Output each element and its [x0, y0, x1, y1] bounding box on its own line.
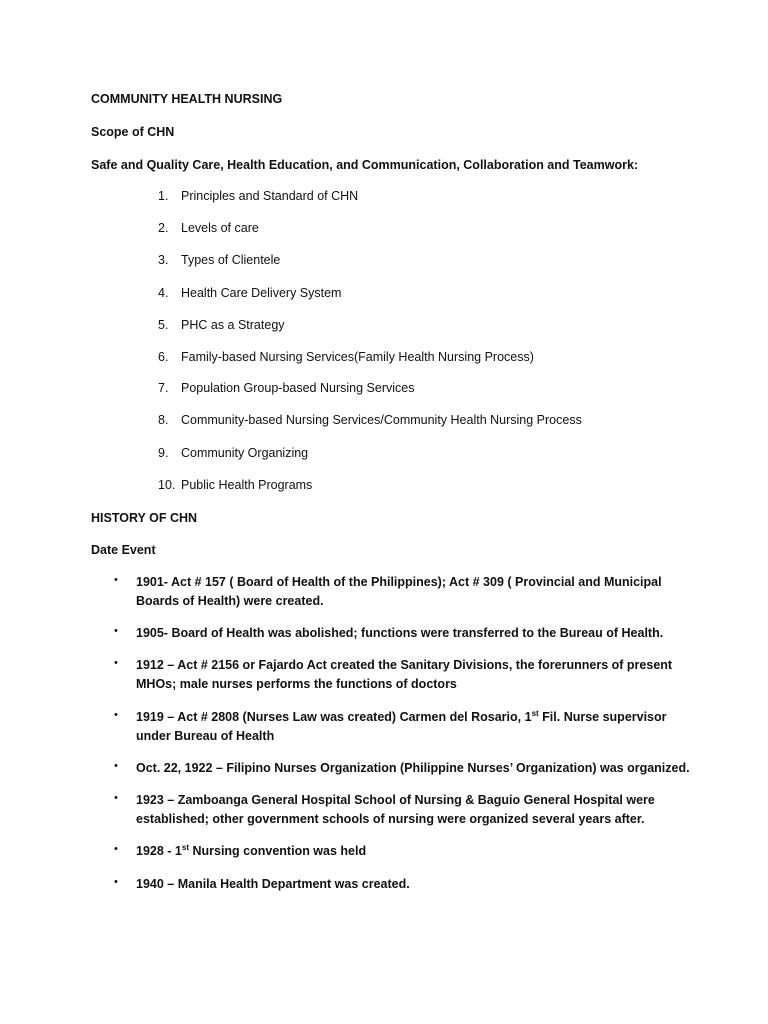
- bullet-glyph: •: [114, 876, 118, 888]
- list-item-number: 4.: [158, 286, 169, 300]
- list-item-number: 1.: [158, 189, 169, 203]
- history-heading: HISTORY OF CHN: [91, 511, 198, 525]
- history-text: Boards of Health) were created.: [136, 594, 324, 608]
- scope-intro: Safe and Quality Care, Health Education, and Communication, Collaboration and Teamwork:: [91, 158, 639, 172]
- bullet-glyph: •: [114, 574, 118, 586]
- history-text-part: 1919 – Act # 2808 (Nurses Law was created) Carmen del Rosario, 1: [136, 710, 532, 724]
- history-text: Oct. 22, 1922 – Filipino Nurses Organization (Philippine Nurses’ Organization) was organized.: [136, 761, 690, 775]
- list-item-number: 7.: [158, 381, 169, 395]
- list-item-number: 9.: [158, 446, 169, 460]
- history-text-part: Fil. Nurse supervisor: [538, 710, 667, 724]
- history-text: [136, 842, 366, 861]
- bullet-glyph: •: [114, 657, 118, 669]
- list-item-text: Types of Clientele: [181, 253, 281, 267]
- list-item-text: Public Health Programs: [181, 478, 313, 492]
- history-text: 1923 – Zamboanga General Hospital School of Nursing & Baguio General Hospital were: [136, 793, 655, 807]
- date-event-label: Date Event: [91, 543, 156, 557]
- bullet-glyph: •: [114, 760, 118, 772]
- bullet-glyph: •: [114, 792, 118, 804]
- history-text: established; other government schools of nursing were organized several years after.: [136, 812, 645, 826]
- list-item-text: Health Care Delivery System: [181, 286, 342, 300]
- bullet-glyph: •: [114, 625, 118, 637]
- list-item-text: Family-based Nursing Services(Family Health Nursing Process): [181, 350, 534, 364]
- history-text: MHOs; male nurses performs the functions of doctors: [136, 677, 457, 691]
- list-item-number: 2.: [158, 221, 169, 235]
- document-title: COMMUNITY HEALTH NURSING: [91, 92, 283, 106]
- list-item-text: Community-based Nursing Services/Community Health Nursing Process: [181, 413, 582, 427]
- list-item-number: 10.: [158, 478, 176, 492]
- history-text: under Bureau of Health: [136, 729, 275, 743]
- list-item-text: Community Organizing: [181, 446, 309, 460]
- list-item-number: 8.: [158, 413, 169, 427]
- list-item-text: Principles and Standard of CHN: [181, 189, 359, 203]
- history-text-part: 1928 - 1: [136, 844, 182, 858]
- history-text: [136, 708, 667, 727]
- history-text: 1912 – Act # 2156 or Fajardo Act created the Sanitary Divisions, the forerunners of present: [136, 658, 673, 672]
- history-text: 1901- Act # 157 ( Board of Health of the Philippines); Act # 309 ( Provincial and Municipal: [136, 575, 662, 589]
- bullet-glyph: •: [114, 709, 118, 721]
- list-item-text: Levels of care: [181, 221, 259, 235]
- history-text-part: Nursing convention was held: [189, 844, 367, 858]
- scope-heading: Scope of CHN: [91, 125, 175, 139]
- ordinal-suffix: st: [181, 842, 189, 852]
- list-item-number: 3.: [158, 253, 169, 267]
- ordinal-suffix: st: [531, 708, 539, 718]
- list-item-number: 6.: [158, 350, 169, 364]
- list-item-text: Population Group-based Nursing Services: [181, 381, 415, 395]
- history-text: 1905- Board of Health was abolished; functions were transferred to the Bureau of Health.: [136, 626, 664, 640]
- list-item-number: 5.: [158, 318, 169, 332]
- list-item-text: PHC as a Strategy: [181, 318, 285, 332]
- bullet-glyph: •: [114, 843, 118, 855]
- history-text: 1940 – Manila Health Department was created.: [136, 877, 410, 891]
